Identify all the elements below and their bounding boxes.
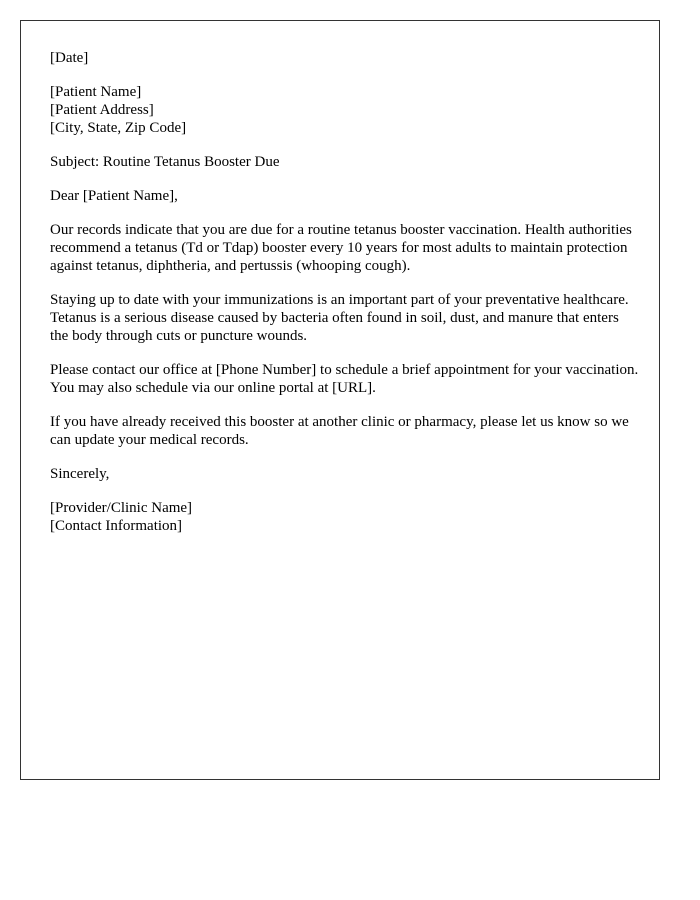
letter-page (20, 20, 660, 780)
letter-body (50, 49, 640, 551)
letter-paragraph-2: Staying up to date with your immunizations is an important part of your preventative healthcare. Tetanus is a serious disease caused by bacteria often found in soil, dust, and manure that enters the body through cuts or puncture wounds. (50, 292, 629, 344)
signature-block (50, 499, 640, 535)
recipient-block (50, 83, 640, 137)
letter-paragraph-1: Our records indicate that you are due for a routine tetanus booster vaccination. Health authorities recommend a tetanus (Td or Tdap) booster every 10 years for most adults to maintain protection against tetanus, diphtheria, and pertussis (whooping cough). (50, 222, 632, 274)
signature-contact: [Contact Information] (50, 518, 183, 534)
letter-salutation: Dear [Patient Name], (50, 188, 178, 204)
letter-subject: Subject: Routine Tetanus Booster Due (50, 154, 280, 170)
letter-closing: Sincerely, (50, 466, 110, 482)
recipient-name: [Patient Name] (50, 84, 142, 100)
signature-provider: [Provider/Clinic Name] (50, 500, 193, 516)
letter-paragraph-4: If you have already received this booster at another clinic or pharmacy, please let us know so we can update your medical records. (50, 414, 629, 448)
recipient-address: [Patient Address] (50, 102, 154, 118)
recipient-city-state-zip: [City, State, Zip Code] (50, 120, 187, 136)
letter-paragraph-3: Please contact our office at [Phone Number] to schedule a brief appointment for your vaccination. You may also schedule via our online portal at [URL]. (50, 362, 639, 396)
letter-date: [Date] (50, 50, 89, 66)
